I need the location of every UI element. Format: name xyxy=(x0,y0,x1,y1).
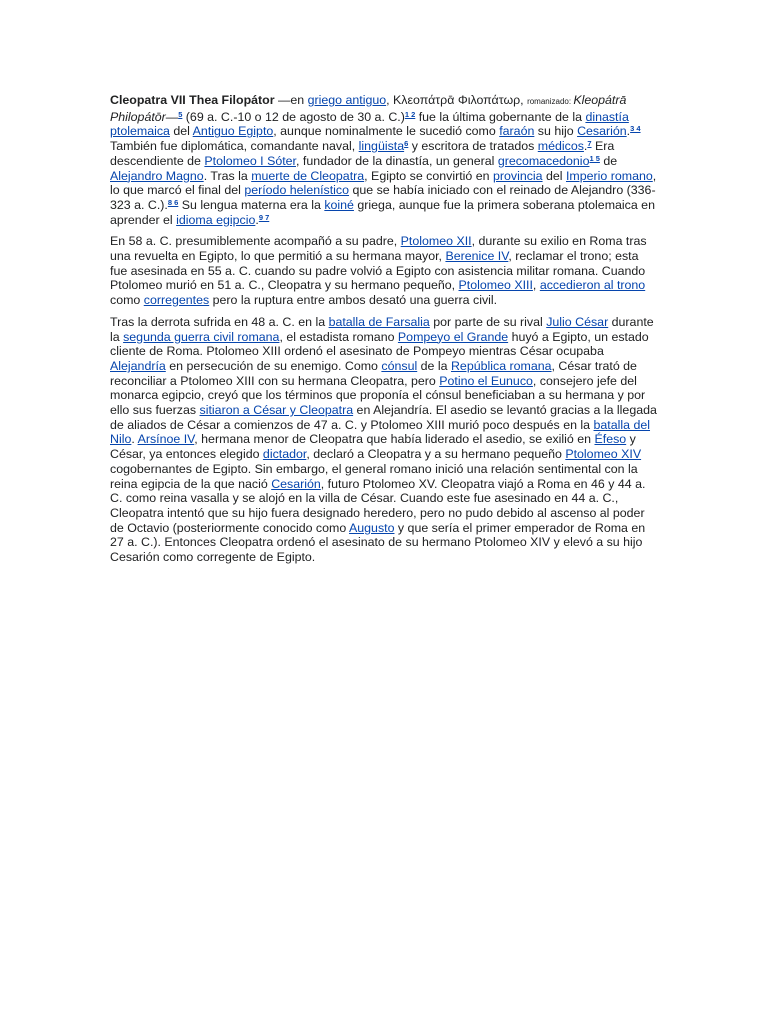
wiki-link[interactable]: Ptolomeo XII xyxy=(400,234,472,249)
romanized-name: Kleopátrā Philopátōr xyxy=(110,93,627,124)
wiki-link[interactable]: Augusto xyxy=(349,520,395,535)
wiki-link[interactable]: Antiguo Egipto xyxy=(192,124,274,139)
wiki-link[interactable]: Ptolomeo XIV xyxy=(565,447,642,462)
paragraph-text: en Alejandría. El asedio se levantó gracias a la llegada de aliados de César a comienzos de 47 a. C. y Ptolomeo XIII murió poco después en la xyxy=(110,403,657,432)
romanization-label: romanizado: xyxy=(527,97,574,106)
wiki-link[interactable]: Ptolomeo I Sóter xyxy=(204,153,296,168)
paragraph-text: —en xyxy=(274,93,308,107)
paragraph-text: . xyxy=(131,432,138,447)
wiki-link[interactable]: cónsul xyxy=(381,358,418,373)
paragraph-text: , César trató de reconciliar a Ptolomeo XIII con su hermana Cleopatra, pero xyxy=(110,358,637,388)
paragraph-text: , lo que marcó el final del xyxy=(110,168,657,198)
wiki-link[interactable]: período helenístico xyxy=(244,183,350,198)
paragraph-text: Era descendiente de xyxy=(110,139,615,168)
paragraph-text: . xyxy=(583,139,588,154)
reference-marker[interactable]: 1 5 xyxy=(589,153,600,163)
paragraph-text: , futuro Ptolomeo XV. Cleopatra viajó a Roma en 46 y 44 a. C. como reina vasalla y se alojó en la villa de César. Cuando este fue asesinado en 44 a. C., Cleopatra intentó que su hijo fuera designado heredero, pero no pudo debido al ascenso al poder de Octavio (posteriormente conocido como xyxy=(110,476,646,535)
wiki-link[interactable]: Arsínoe IV xyxy=(137,432,195,447)
wiki-link[interactable]: muerte de Cleopatra xyxy=(251,168,365,183)
wiki-link[interactable]: faraón xyxy=(499,124,535,139)
paragraph-text: por parte de su rival xyxy=(429,314,547,329)
wiki-link[interactable]: corregentes xyxy=(143,293,210,308)
wiki-link[interactable]: Éfeso xyxy=(594,432,627,447)
wiki-link[interactable]: segunda guerra civil romana xyxy=(123,329,280,344)
wiki-link[interactable]: batalla de Farsalia xyxy=(328,314,430,329)
paragraph-text: del xyxy=(542,168,566,183)
paragraph-text: pero la ruptura entre ambos desató una guerra civil. xyxy=(209,293,498,308)
reference-marker[interactable]: 7 xyxy=(587,139,592,149)
paragraph-text: cogobernantes de Egipto. Sin embargo, el general romano inició una relación sentimental con la reina egipcia de la que nació xyxy=(110,461,638,491)
paragraph-text: y que sería el primer emperador de Roma en 27 a. C.). Entonces Cleopatra ordenó el asesinato de su hermano Ptolomeo XIV y elevó a su hijo Cesarión como corregente de Egipto. xyxy=(110,520,646,565)
paragraph-text: , consejero jefe del monarca egipcio, creyó que los términos que proponía el cónsul beneficiaban a su hermana y por ello sus fuerzas xyxy=(110,373,646,418)
wiki-link[interactable]: Julio César xyxy=(546,314,609,329)
paragraph-text: y escritora de tratados xyxy=(408,139,538,154)
paragraph-text: , declaró a Cleopatra y a su hermano pequeño xyxy=(306,447,566,462)
paragraph-text: , aunque nominalmente le sucedió como xyxy=(273,124,500,139)
paragraph-text: (69 a. C.-10 o 12 de agosto de 30 a. C.) xyxy=(182,109,405,124)
paragraph-text: como xyxy=(110,293,144,308)
wiki-link[interactable]: batalla del Nilo xyxy=(110,417,651,447)
wiki-link[interactable]: Ptolomeo XIII xyxy=(458,278,533,293)
paragraph-text: En 58 a. C. presumiblemente acompañó a su padre, xyxy=(110,234,401,249)
paragraph-text: del xyxy=(169,124,193,139)
paragraph-caesar xyxy=(110,315,658,565)
reference-marker[interactable]: 3 4 xyxy=(630,124,641,134)
wiki-link[interactable]: Cesarión xyxy=(577,124,627,139)
paragraph-text: , reclamar el trono; esta fue asesinada en 55 a. C. cuando su padre volvió a Egipto con asistencia militar romana. Cuando Ptolomeo murió en 51 a. C., Cleopatra y su hermano pequeño, xyxy=(110,249,646,293)
paragraph-text: Tras la derrota sufrida en 48 a. C. en la xyxy=(110,314,329,329)
paragraph-text: , fundador de la dinastía, un general xyxy=(296,153,498,168)
reference-marker[interactable]: 5 xyxy=(178,109,183,119)
reference-marker[interactable]: 1 2 xyxy=(404,109,416,119)
reference-marker[interactable]: 9 7 xyxy=(258,212,270,222)
wiki-link[interactable]: Alejandro Magno xyxy=(110,168,204,183)
wiki-link[interactable]: médicos xyxy=(537,139,584,154)
wiki-link[interactable]: provincia xyxy=(492,168,543,183)
paragraph-text: su hijo xyxy=(534,124,578,139)
paragraph-text: de xyxy=(599,153,618,168)
paragraph-text: huyó a Egipto, un estado cliente de Roma. Ptolomeo XIII ordenó el asesinato de Pompeyo mientras César ocupaba xyxy=(110,329,649,359)
paragraph-text: , Egipto se convirtió en xyxy=(364,168,493,183)
paragraph-text: Su lengua materna era la xyxy=(178,197,325,212)
wiki-link[interactable]: Potino el Eunuco xyxy=(439,373,533,388)
wiki-link[interactable]: griego antiguo xyxy=(307,93,387,107)
article-title-term: Cleopatra VII Thea Filopátor xyxy=(110,93,275,107)
reference-marker[interactable]: 8 6 xyxy=(167,197,179,207)
wiki-link[interactable]: grecomacedonio xyxy=(497,153,590,168)
wiki-link[interactable]: Alejandría xyxy=(110,358,166,373)
paragraph-text: — xyxy=(165,109,179,124)
paragraph-text: , hermana menor de Cleopatra que había liderado el asedio, se exilió en xyxy=(194,432,595,447)
wiki-link[interactable]: dinastía ptolemaica xyxy=(110,109,629,139)
paragraph-text: También fue diplomática, comandante naval, xyxy=(110,139,359,154)
wiki-link[interactable]: sitiaron a César y Cleopatra xyxy=(199,403,354,418)
paragraph-text: fue la última gobernante de la xyxy=(415,109,586,124)
paragraph-text: . xyxy=(255,212,259,227)
paragraph-text: de la xyxy=(417,358,451,373)
paragraph-text: y César, ya entonces elegido xyxy=(110,432,636,462)
paragraph-text: , durante su exilio en Roma tras una revuelta en Egipto, lo que permitió a su hermana mayor, xyxy=(110,234,647,264)
wiki-link[interactable]: Imperio romano xyxy=(565,168,653,183)
paragraph-text: . xyxy=(626,124,631,139)
wiki-link[interactable]: idioma egipcio xyxy=(176,212,256,227)
article-body xyxy=(110,93,658,572)
wiki-link[interactable]: Pompeyo el Grande xyxy=(397,329,509,344)
paragraph-early-reign xyxy=(110,234,658,308)
paragraph-text: . Tras la xyxy=(203,168,252,183)
paragraph-text: , el estadista romano xyxy=(279,329,398,344)
paragraph-intro xyxy=(110,93,658,227)
wiki-link[interactable]: koiné xyxy=(324,197,354,212)
paragraph-text: , xyxy=(532,278,540,293)
paragraph-text: , Κλεοπάτρᾱ Φιλοπάτωρ, xyxy=(386,93,528,107)
wiki-link[interactable]: Berenice IV xyxy=(445,249,509,264)
wiki-link[interactable]: República romana xyxy=(450,358,552,373)
wiki-link[interactable]: lingüista xyxy=(358,139,405,154)
paragraph-text: durante la xyxy=(110,314,654,344)
wiki-link[interactable]: accedieron al trono xyxy=(539,278,646,293)
paragraph-text: que se había iniciado con el reinado de Alejandro (336-323 a. C.). xyxy=(110,183,656,212)
paragraph-text: en persecución de su enemigo. Como xyxy=(165,358,382,373)
reference-marker[interactable]: 6 xyxy=(404,139,409,149)
wiki-link[interactable]: dictador xyxy=(262,447,307,462)
wiki-link[interactable]: Cesarión xyxy=(271,476,321,491)
paragraph-text: griega, aunque fue la primera soberana ptolemaica en aprender el xyxy=(110,197,655,227)
